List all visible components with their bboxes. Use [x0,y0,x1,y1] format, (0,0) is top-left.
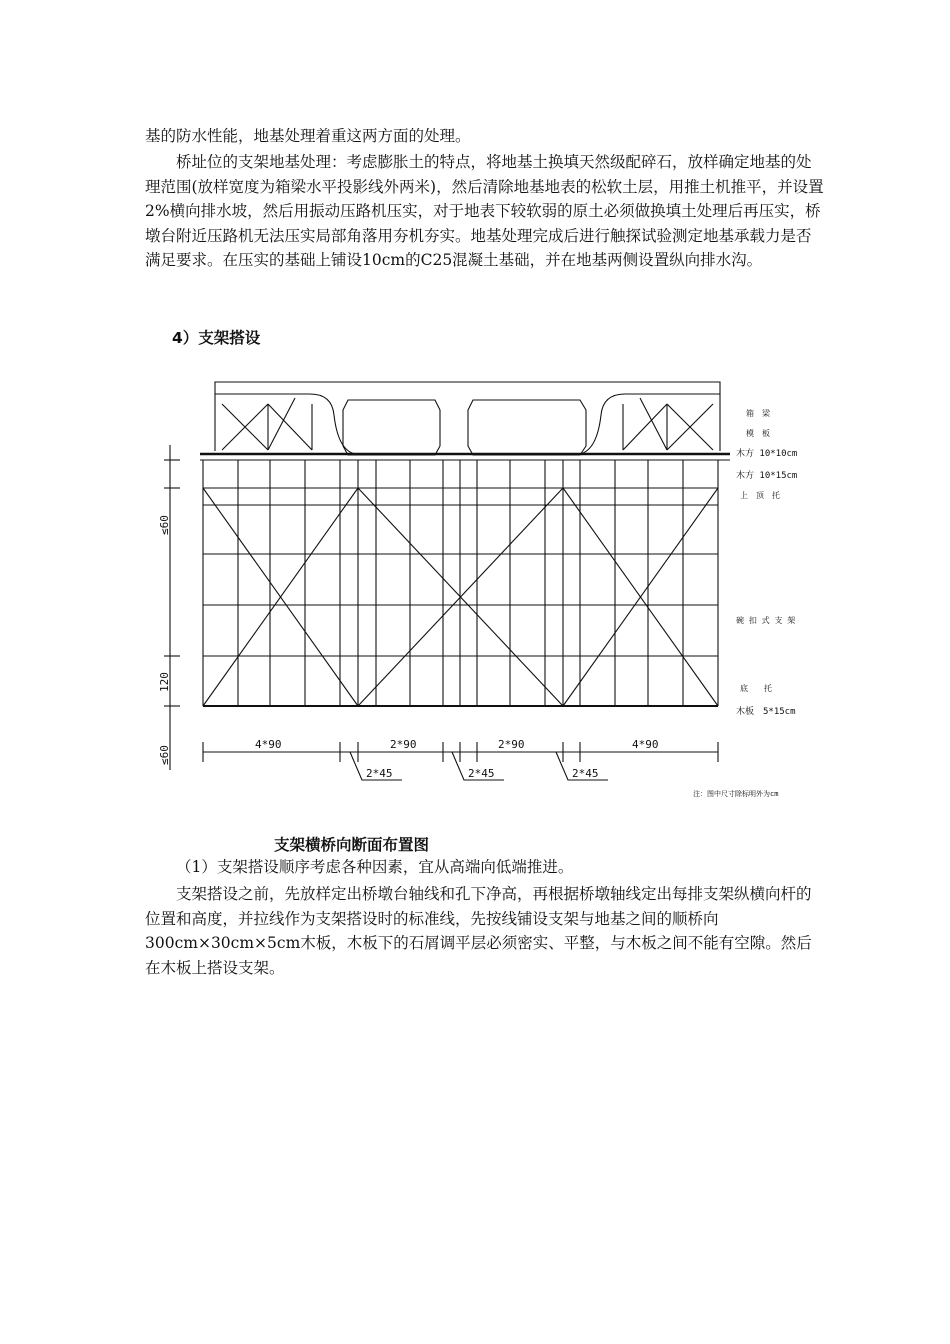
label-formwork: 模 板 [746,429,770,438]
dim-span-inner-right: 2*90 [498,738,525,751]
label-timber-1: 木方 10*10cm [736,449,798,459]
dim-span-outer-left: 4*90 [255,738,282,751]
paragraph-before-erection: 支架搭设之前，先放样定出桥墩台轴线和孔下净高，再根据桥墩轴线定出每排支架纵横向杆的位置和高度，并拉线作为支架搭设时的标准线，先按线铺设支架与地基之间的顺桥向300cm×30cm×5cm木板，木板下的石屑调平层必须密实、平整，与木板之间不能有空隙。然后在木板上搭设支架。 [145,885,812,977]
paragraph-foundation-treatment: 桥址位的支架地基处理：考虑膨胀土的特点，将地基土换填天然级配碎石，放样确定地基的处理范围(放样宽度为箱梁水平投影线外两米)，然后清除地基地表的松软土层，用推土机推平，并设置2%横向排水坡，然后用振动压路机压实，对于地表下较软弱的原土必须做换填土处理后再压实，桥墩台附近压路机无法压实局部角落用夯机夯实。地基处理完成后进行触探试验测定地基承载力是否满足要求。在压实的基础上铺设10cm的C25混凝土基础，并在地基两侧设置纵向排水沟。 [145,153,824,269]
figure-caption: 支架横桥向断面布置图 [274,836,430,854]
dim-gap-3: 2*45 [572,767,599,780]
label-box-girder: 箱 梁 [746,409,770,418]
dim-span-inner-left: 2*90 [390,738,417,751]
scaffold-cross-section-figure [140,370,820,810]
label-timber-2: 木方 10*15cm [736,471,798,481]
dim-gap-1: 2*45 [366,767,393,780]
dim-mid-label: 120 [158,672,171,692]
dim-bottom-label: ≤60 [158,745,171,765]
paragraph-intro-end: 基的防水性能，地基处理着重这两方面的处理。 [145,127,471,145]
paragraph-sequence: （1）支架搭设顺序考虑各种因素，宜从高端向低端推进。 [176,858,574,876]
label-plank: 木板 5*15cm [736,707,796,717]
figure-note: 注：图中尺寸除标明外为cm [693,790,779,798]
label-top-support: 上 顶 托 [740,491,780,500]
section-heading: 4）支架搭设 [172,329,261,347]
dim-gap-2: 2*45 [468,767,495,780]
dim-span-outer-right: 4*90 [632,738,659,751]
dim-top-label: ≤60 [158,515,171,535]
label-bottom-support: 底 托 [740,684,772,693]
label-bowl-scaffold: 碗 扣 式 支 架 [736,616,796,625]
